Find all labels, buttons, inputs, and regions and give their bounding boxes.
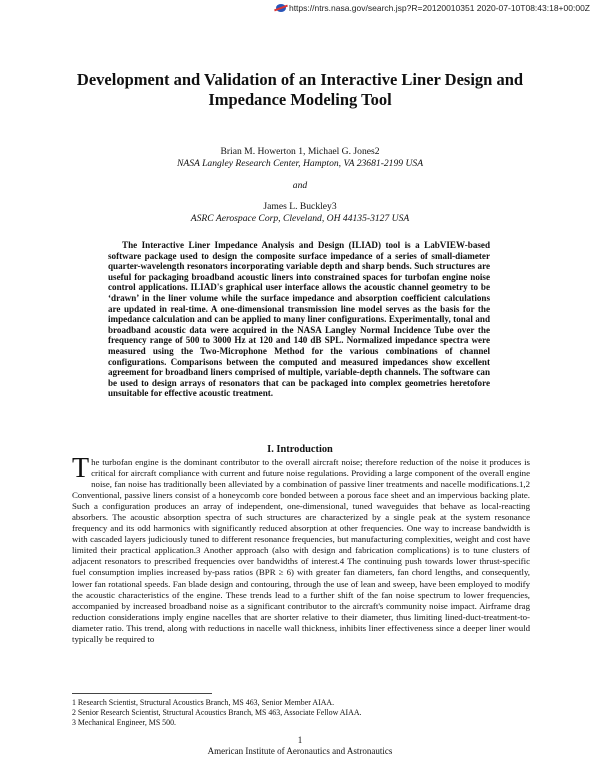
- footnote-rule: [72, 693, 212, 694]
- footnote-2: 2 Senior Research Scientist, Structural Acoustics Branch, MS 463, Associate Fellow AIAA.: [72, 708, 362, 718]
- footnotes: [72, 698, 530, 729]
- section-heading-introduction: I. Introduction: [267, 444, 333, 455]
- footnote-3: 3 Mechanical Engineer, MS 500.: [72, 718, 176, 728]
- abstract: The Interactive Liner Impedance Analysis and Design (ILIAD) tool is a LabVIEW-based software package used to design the composite surface impedance of a series of small-diameter quarter-wavelength resonators incorporating variable depth and sharp bends. Such structures are useful for packaging broadband acoustic liners into constrained spaces for turbofan engine noise control applications. ILIAD's graphical user interface allows the acoustic channel geometry to be ‘drawn’ in the liner volume while the surface impedance and absorption coefficient calculations are updated in real-time. A one-dimensional transmission line model serves as the basis for the impedance calculation and can be applied to many liner configurations. Experimentally, tonal and broadband acoustic data were acquired in the NASA Langley Normal Incidence Tube over the frequency range of 500 to 3000 Hz at 120 and 140 dB SPL. Normalized impedance spectra were measured using the Two-Microphone Method for the various combinations of channel configurations. Comparisons between the computed and measured impedances show excellent agreement for broadband liners comprised of multiple, variable-depth channels. The software can be used to design arrays of resonators that can be packaged into complex geometries heretofore unsuitable for effective acoustic treatment.: [108, 240, 490, 399]
- authors-line-2: James L. Buckley3: [263, 201, 337, 212]
- paper-title: Development and Validation of an Interactive Liner Design and Impedance Modeling Tool: [76, 70, 524, 109]
- affiliation-1: NASA Langley Research Center, Hampton, VA 23681-2199 USA: [176, 158, 424, 169]
- drop-cap: T: [72, 453, 90, 484]
- stamp-url[interactable]: https://ntrs.nasa.gov/search.jsp?R=20120010351 2020-07-10T08:43:18+00:00Z: [288, 3, 590, 13]
- footer-organization: American Institute of Aeronautics and Astronautics: [207, 746, 393, 756]
- footnote-1: 1 Research Scientist, Structural Acoustics Branch, MS 463, Senior Member AIAA.: [72, 698, 335, 707]
- page-number: 1: [297, 735, 303, 745]
- introduction-text: he turbofan engine is the dominant contributor to the overall aircraft noise; therefore reduction of the noise it produces is critical for aircraft compliance with current and future noise regulations. Providing a large component of the overall engine noise, fan noise has traditionally been alleviated by a combination of passive liner treatments and nacelle modifications.1,2 Conventional, passive liners consist of a honeycomb core bonded between a porous face sheet and an impervious backing plate. Such a configuration produces an array of independent, one-dimensional, tuned waveguides that behave as local-reacting absorbers. The acoustic absorption spectra of such structures are characterized by a single peak at the system resonance frequency and its odd harmonics with significantly reduced absorption at other frequencies. One way to increase bandwidth is with cascaded layers judiciously tuned to different resonance frequencies, but manufacturing complexities, weight and cost have limited their practical application.3 Another approach (also with design and fabrication complications) is to tune clusters of adjacent resonators to prescribed frequencies over bandwidths of interest.4 The continuing push towards lower thrust-specific fuel consumption implies increased by-pass ratios (BPR ≥ 6) with greater fan diameters, fan chord lengths, and consequently, lower fan rotational speeds. Fan blade design and contouring, through the use of lean and sweep, have been employed to modify the acoustic characteristics of the engine. These trends lead to a further shift of the fan noise spectrum to lower frequencies, accompanied by increased broadband noise as a significant contributor to the aircraft's community noise impact. Airframe drag reduction considerations imply engine nacelles that are shorter relative to their diameter, thus limiting lined-duct-treatment-to-diameter ratio. This trend, along with reductions in nacelle wall thickness, inhibits liner effectiveness since a deeper liner would typically be required to: [72, 457, 530, 644]
- and-separator: and: [292, 180, 308, 191]
- nasa-logo-icon: [276, 4, 286, 12]
- ntrs-stamp: [276, 3, 590, 13]
- introduction-paragraph: [72, 453, 530, 645]
- affiliation-2: ASRC Aerospace Corp, Cleveland, OH 44135-3127 USA: [190, 213, 410, 224]
- authors-line-1: Brian M. Howerton 1, Michael G. Jones2: [220, 146, 380, 157]
